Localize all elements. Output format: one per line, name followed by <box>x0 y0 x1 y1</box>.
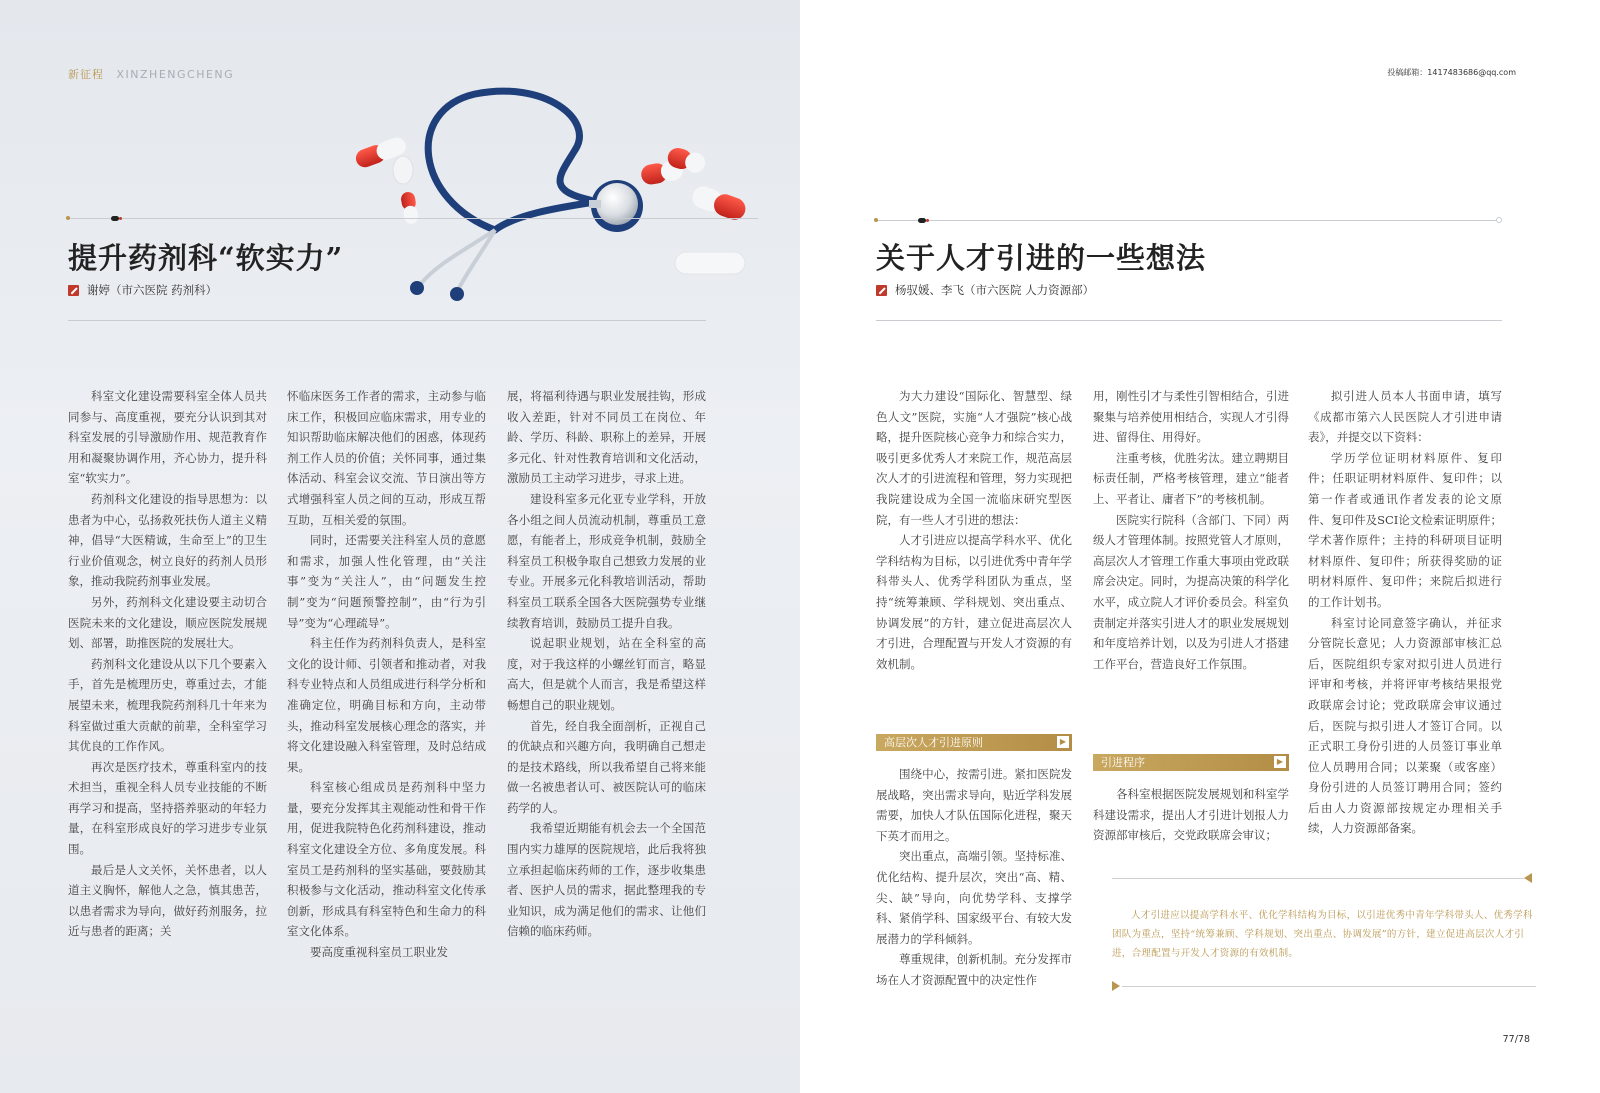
paragraph: 展，将福利待遇与职业发展挂钩，形成收入差距，针对不同员工在岗位、年龄、学历、科龄、职称上的差异，开展多元化、针对性教育培训和文化活动，激励员工主动学习进步，寻求上进。 <box>507 389 706 486</box>
article-byline <box>68 282 217 298</box>
pen-icon <box>68 285 79 296</box>
right-column-1-bottom <box>876 764 1072 991</box>
right-column-2-bottom <box>1093 784 1289 846</box>
arrow-right-icon: ▶ <box>1057 736 1069 748</box>
rule-dot <box>66 216 70 220</box>
section-tag-en: XINZHENGCHENG <box>116 68 235 81</box>
rule-dot <box>874 218 878 222</box>
pull-quote-rule-top <box>1112 878 1524 879</box>
paragraph: 怀临床医务工作者的需求，主动参与临床工作，积极回应临床需求，用专业的知识帮助临床解决他们的困惑，体现药剂工作人员的价值；关怀同事，通过集体活动、科室会议交流、节日演出等方式增强科室人员之间的互动，形成互帮互助，互相关爱的氛围。 <box>287 389 486 527</box>
paragraph: 学历学位证明材料原件、复印件；任职证明材料原件、复印件；以第一作者或通讯作者发表的论文原件、复印件及SCI论文检索证明原件；学术著作原件；主持的科研项目证明材料原件、复印件；所获得奖励的证明材料原件、复印件；来院后拟进行的工作计划书。 <box>1308 450 1502 609</box>
subheading-procedure <box>1093 754 1289 771</box>
left-column-1 <box>68 386 267 942</box>
paragraph: 注重考核，优胜劣汰。建立聘期目标责任制，严格考核管理，建立“能者上、平者让、庸者下”的考核机制。 <box>1093 450 1289 506</box>
left-column-2 <box>287 386 486 963</box>
title-rule <box>876 220 1496 221</box>
byline-text: 谢婷（市六医院 药剂科） <box>87 283 218 297</box>
right-column-2-top <box>1093 386 1289 674</box>
paragraph: 医院实行院科（含部门、下同）两级人才管理体制。按照党管人才原则，高层次人才管理工作重大事项由党政联席会决定。同时，为提高决策的科学化水平，成立院人才评价委员会。科室负责制定并落实引进人才的职业发展规划和年度培养计划，以及为引进人才搭建工作平台，营造良好工作氛围。 <box>1093 512 1289 671</box>
paragraph: 最后是人文关怀，关怀患者，以人道主义胸怀，解他人之急，慎其患苦，以患者需求为导向，做好药剂服务，拉近与患者的距离；关 <box>68 862 267 939</box>
paragraph: 同时，还需要关注科室人员的意愿和需求，加强人性化管理，由“关注事”变为“关注人”，由“问题发生控制”变为“问题预警控制”，由“行为引导”变为“心理疏导”。 <box>287 533 486 630</box>
paragraph: 围绕中心，按需引进。紧扣医院发展战略，突出需求导向，贴近学科发展需要，加快人才队伍国际化进程，聚天下英才而用之。 <box>876 767 1072 843</box>
article-title: 关于人才引进的一些想法 <box>876 241 1207 275</box>
paragraph: 说起职业规划，站在全科室的高度，对于我这样的小螺丝钉而言，略显高大，但是就个人而言，我是希望这样畅想自己的职业规划。 <box>507 636 706 712</box>
paragraph: 用，刚性引才与柔性引智相结合，引进聚集与培养使用相结合，实现人才引得进、留得住、用得好。 <box>1093 389 1289 445</box>
right-column-3 <box>1308 386 1502 839</box>
title-rule <box>68 218 758 219</box>
pull-quote: 人才引进应以提高学科水平、优化学科结构为目标，以引进优秀中青年学科带头人、优秀学科团队为重点，坚持“统筹兼顾、学科规划、突出重点、协调发展”的方针，建立促进高层次人才引进，合理配置与开发人才资源的有效机制。 <box>1112 910 1533 959</box>
paragraph: 我希望近期能有机会去一个全国范围内实力雄厚的医院规培，此后我将独立承担起临床药师的工作，逐步收集患者、医护人员的需求，据此整理我的专业知识，成为满足他们的需求、让他们信赖的临床药师。 <box>507 821 706 939</box>
subheading-label: 高层次人才引进原则 <box>884 736 983 749</box>
section-tag <box>68 66 234 82</box>
paragraph: 药剂科文化建设的指导思想为：以患者为中心，弘扬救死扶伤人道主义精神，倡导“大医精诚，生命至上”的卫生行业价值观念，树立良好的药剂人员形象，推动我院药剂事业发展。 <box>68 491 267 589</box>
paragraph: 首先，经自我全面剖析，正视自己的优缺点和兴趣方向，我明确自己想走的是技术路线，所以我希望自己将来能做一名被患者认可、被医院认可的临床药学的人。 <box>507 718 706 815</box>
paragraph: 为大力建设“国际化、智慧型、绿色人文”医院，实施“人才强院”核心战略，提升医院核心竞争力和综合实力，吸引更多优秀人才来院工作，规范高层次人才的引进流程和管理，努力实现把我院建设成为全国一流临床研究型医院，有一些人才引进的想法： <box>876 389 1072 527</box>
arrow-right-icon: ▶ <box>1274 756 1286 768</box>
paragraph: 各科室根据医院发展规划和科室学科建设需求，提出人才引进计划报人力资源部审核后，交党政联席会审议； <box>1093 787 1289 843</box>
left-column-3 <box>507 386 706 942</box>
pull-quote-marker-right <box>1112 981 1120 991</box>
pull-quote-marker-left <box>1524 873 1532 883</box>
right-column-1-top <box>876 386 1072 674</box>
paragraph: 人才引进应以提高学科水平、优化学科结构为目标，以引进优秀中青年学科带头人、优秀学科团队为重点，坚持“统筹兼顾、学科规划、突出重点、协调发展”的方针，建立促进高层次人才引进，合理配置与开发人才资源的有效机制。 <box>876 533 1072 671</box>
submission-email: 投稿邮箱：1417483686@qq.com <box>1387 68 1516 77</box>
stethoscope-image <box>345 80 775 320</box>
paragraph: 突出重点，高端引领。坚持标准、优化结构、提升层次，突出“高、精、尖、缺”导向，向优势学科、支撑学科、紧俏学科、国家级平台、有较大发展潜力的学科倾斜。 <box>876 849 1072 946</box>
paragraph: 要高度重视科室员工职业发 <box>310 945 448 960</box>
paragraph: 科主任作为药剂科负责人，是科室文化的设计师、引领者和推动者，对我科专业特点和人员组成进行科学分析和准确定位，明确目标和方向，主动带头，推动科室发展核心理念的落实，并将文化建设融入科室管理，及时总结成果。 <box>287 636 486 774</box>
paragraph: 拟引进人员本人书面申请，填写《成都市第六人民医院人才引进申请表》，并提交以下资料： <box>1308 389 1502 445</box>
article-byline <box>876 282 1094 298</box>
byline-rule <box>68 320 706 321</box>
paragraph: 尊重规律，创新机制。充分发挥市场在人才资源配置中的决定性作 <box>876 952 1072 987</box>
pull-quote-rule-bottom <box>1122 986 1536 987</box>
rule-knob <box>111 216 119 221</box>
paragraph: 科室文化建设需要科室全体人员共同参与、高度重视，要充分认识到其对科室发展的引导激励作用、规范教育作用和凝聚协调作用，齐心协力，提升科室“软实力”。 <box>68 389 267 486</box>
paragraph: 药剂科文化建设从以下几个要素入手，首先是梳理历史，尊重过去，才能展望未来，梳理我院药剂科几十年来为科室做过重大贡献的前辈，全科室学习其优良的工作作风。 <box>68 656 267 754</box>
article-title: 提升药剂科“软实力” <box>68 241 344 275</box>
paragraph: 科室讨论同意签字确认，并征求分管院长意见；人力资源部审核汇总后，医院组织专家对拟引进人员进行评审和考核，并将评审考核结果报党政联席会讨论；党政联席会审议通过后，医院与拟引进人才签订合同。以正式职工身份引进的人员签订事业单位人员聘用合同；以莱聚（或客座）身份引进的人员签订聘用合同；签约后由人力资源部按规定办理相关手续，人力资源部备案。 <box>1308 615 1502 836</box>
rule-knob <box>918 218 926 223</box>
byline-rule <box>876 320 1502 321</box>
paragraph: 再次是医疗技术，尊重科室内的技术担当，重视全科人员专业技能的不断再学习和提高，坚持搭养驱动的年轻力量，在科室形成良好的学习进步专业氛围。 <box>68 759 267 857</box>
page-number: 77/78 <box>1502 1034 1530 1045</box>
pen-icon <box>876 285 887 296</box>
subheading-label: 引进程序 <box>1101 756 1145 769</box>
paragraph: 另外，药剂科文化建设要主动切合医院未来的文化建设，顺应医院发展规划、部署，助推医院的发展壮大。 <box>68 594 267 651</box>
byline-text: 杨驭媛、李飞（市六医院 人力资源部） <box>895 283 1095 297</box>
section-tag-cn: 新征程 <box>68 68 104 81</box>
paragraph: 建设科室多元化亚专业学科，开放各小组之间人员流动机制，尊重员工意愿，有能者上，形成竞争机制，鼓励全科室员工积极争取自己想致力发展的业专业。开展多元化科教培训活动，帮助科室员工联系全国各大医院强势专业继续教育培训，鼓励员工提升自我。 <box>507 491 706 630</box>
subheading-principles <box>876 734 1072 751</box>
paragraph: 科室核心组成员是药剂科中坚力量，要充分发挥其主观能动性和骨干作用，促进我院特色化药剂科建设，推动科室文化建设全方位、多角度发展。科室员工是药剂科的坚实基础，要鼓励其积极参与文化活动，推动科室文化传承创新，形成具有科室特色和生命力的科室文化体系。 <box>287 780 486 939</box>
rule-end <box>1496 217 1502 223</box>
